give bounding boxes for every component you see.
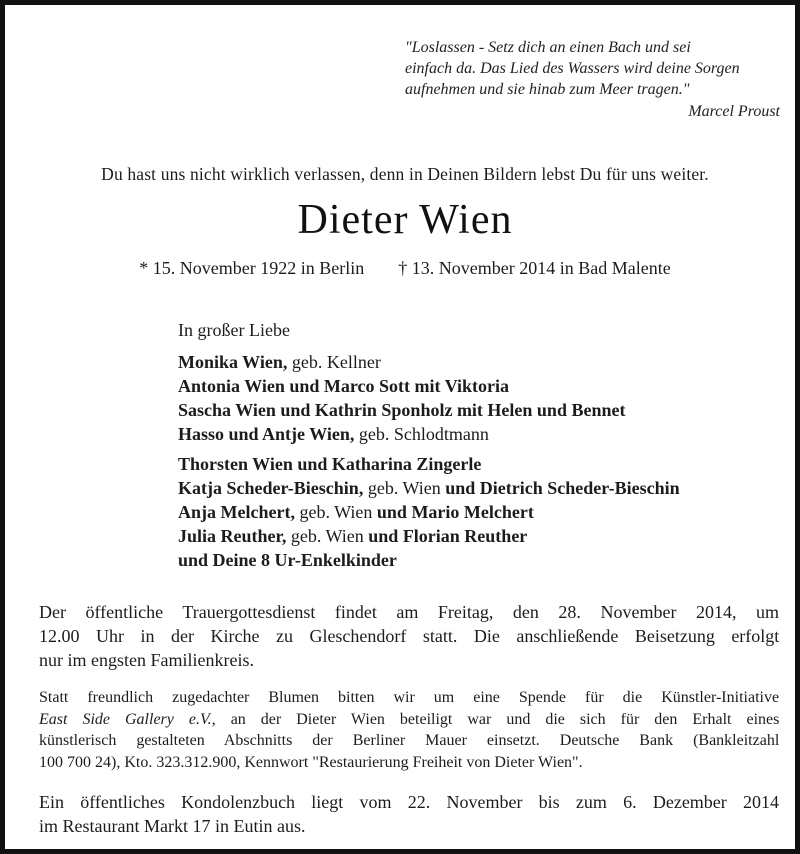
family-member	[178, 500, 788, 524]
family-group-2	[178, 452, 788, 572]
quote-line: einfach da. Das Lied des Wassers wird deine Sorgen	[405, 60, 740, 77]
member-name: Anja Melchert,	[178, 502, 295, 522]
member-note: geb. Wien	[294, 502, 377, 522]
family-group-1	[178, 350, 788, 446]
family-list	[178, 318, 788, 572]
text-line	[39, 709, 779, 731]
member-note: geb. Schlodtmann	[354, 424, 489, 444]
quote-line: "Loslassen - Setz dich an einen Bach und sei	[405, 39, 691, 56]
service-paragraph	[39, 600, 779, 672]
member-note: geb. Wien	[286, 526, 369, 546]
quote-line: aufnehmen und sie hinab zum Meer tragen."	[405, 81, 690, 98]
text-span: , an der Dieter Wien beteiligt war und die sich für den Erhalt eines	[211, 710, 780, 728]
family-member: Antonia Wien und Marco Sott mit Viktoria	[178, 376, 510, 396]
family-member	[178, 350, 788, 374]
life-dates	[5, 258, 800, 279]
member-partner: und Dietrich Scheder-Bieschin	[445, 478, 680, 498]
text-line: Statt freundlich zugedachter Blumen bitten wir um eine Spende für die Künstler-Initiative	[39, 689, 780, 706]
epigraph-quote	[405, 37, 780, 122]
donation-paragraph	[39, 687, 779, 773]
family-member: und Deine 8 Ur-Enkelkinder	[178, 550, 397, 570]
family-member: Thorsten Wien und Katharina Zingerle	[178, 454, 482, 474]
member-partner: und Mario Melchert	[376, 502, 534, 522]
family-member	[178, 524, 788, 548]
family-member	[178, 422, 788, 446]
text-line: 100 700 24), Kto. 323.312.900, Kennwort "Restaurierung Freiheit von Dieter Wien".	[39, 753, 583, 771]
text-line: im Restaurant Markt 17 in Eutin aus.	[39, 816, 306, 836]
text-line: Ein öffentliches Kondolenzbuch liegt vom 22. November bis zum 6. Dezember 2014	[39, 792, 780, 812]
text-line: künstlerisch gestalteten Abschnitts der Berliner Mauer einsetzt. Deutsche Bank (Bankleitzahl	[39, 732, 780, 749]
text-line: Der öffentliche Trauergottesdienst findet am Freitag, den 28. November 2014, um	[39, 602, 779, 622]
birth-date: * 15. November 1922 in Berlin	[139, 258, 365, 278]
intro-sentence: Du hast uns nicht wirklich verlassen, denn in Deinen Bildern lebst Du für uns weiter.	[101, 164, 709, 184]
condolence-paragraph	[39, 790, 779, 838]
family-member	[178, 476, 788, 500]
member-name: Katja Scheder-Bieschin,	[178, 478, 364, 498]
gallery-name: East Side Gallery e.V.	[39, 710, 212, 728]
text-line: 12.00 Uhr in der Kirche zu Gleschendorf statt. Die anschließende Beisetzung erfolgt	[39, 626, 780, 646]
family-heading: In großer Liebe	[178, 320, 290, 340]
text-line: nur im engsten Familienkreis.	[39, 650, 254, 670]
member-note: geb. Wien	[363, 478, 446, 498]
family-member: Sascha Wien und Kathrin Sponholz mit Helen und Bennet	[178, 400, 626, 420]
member-name: Hasso und Antje Wien,	[178, 424, 355, 444]
member-note: geb. Kellner	[287, 352, 381, 372]
member-partner: und Florian Reuther	[368, 526, 528, 546]
quote-author: Marcel Proust	[688, 103, 780, 120]
death-date: † 13. November 2014 in Bad Malente	[398, 258, 671, 278]
deceased-name: Dieter Wien	[297, 197, 513, 243]
member-name: Julia Reuther,	[178, 526, 287, 546]
member-name: Monika Wien,	[178, 352, 288, 372]
